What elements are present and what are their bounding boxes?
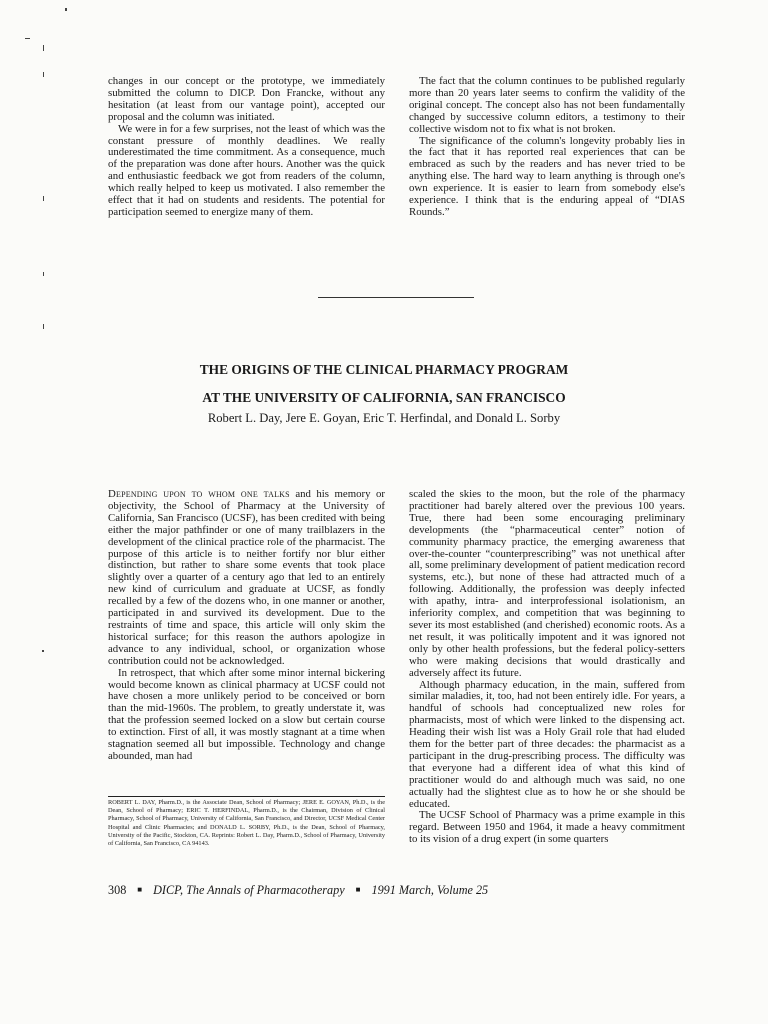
- paragraph: The fact that the column continues to be published regularly more than 20 years later seems to confirm the validity of the original concept. The concept also has not been fundamentally changed by successive column editors, a testimony to their collective wisdom not to fix what is not broken.: [409, 75, 685, 135]
- page-number: 308: [108, 883, 127, 897]
- paragraph: In retrospect, that which after some minor internal bickering would become known as clinical pharmacy at UCSF could not have chosen a more unlikely period to be conceived or born than the mid-1960s. The problem, to greatly understate it, was that the profession seemed locked on a slow but certain course to extinction. First of all, it was mostly stagnant at a time when stagnation seemed all but impossible. Technology and change abounded, man had: [108, 666, 385, 762]
- paragraph: Although pharmacy education, in the main, suffered from similar maladies, it, too, had not been entirely idle. For years, a handful of schools had conceptualized new roles for pharmacists, most of which were linked to the dispensing act. Heading their wish list was a Holy Grail role that had eluded them for the better part of three decades: the pharmacist as a participant in the drug-prescribing process. The difficulty was that everyone had a different idea of what this kind of practitioner would do and although much was said, no one actually had the slightest clue as to how he or she should be educated.: [409, 678, 685, 810]
- scan-mark: [43, 272, 44, 276]
- bullet-separator: ■: [137, 885, 143, 894]
- article-title-line: THE ORIGINS OF THE CLINICAL PHARMACY PROGRAM: [199, 362, 569, 377]
- paragraph-text: and his memory or objectivity, the School of Pharmacy at the University of California, San Francisco (UCSF), has been credited with being either the major pathfinder or one of many trailblazers in the development of the clinical practice role of the pharmacist. The purpose of this article is to neither fortify nor blur either distinction, but rather to share some events that took place slightly over a quarter of a century ago that led to an entirely new kind of curriculum and graduate at UCSF, as fondly recalled by a few of the dozens who, in one manner or another, participated in and survived its development. Due to the restraints of time and space, this article will only skim the historical surface; for this reason the authors apologize in advance to any individual, school, or organization whose contribution could not be acknowledged.: [108, 488, 385, 667]
- paragraph: [108, 489, 385, 668]
- article-title: [0, 356, 768, 412]
- article-left-column: [108, 489, 385, 763]
- journal-name: DICP, The Annals of Pharmacotherapy: [153, 883, 345, 897]
- scan-mark: [43, 72, 44, 77]
- lead-in: Depending upon to whom one talks: [108, 488, 290, 500]
- paragraph: scaled the skies to the moon, but the role of the pharmacy practitioner had barely altered over the previous 100 years. True, there had been some encouraging preliminary developments (the “pharmaceutical center” notion of community pharmacy practice, the emerging awareness that over-the-counter “counterprescribing” was not unethical after all, some preliminary development of patient medication record systems, etc.), but none of these had attracted much of a following. Additionally, the profession was deeply infected with apathy, intra- and interprofessional isolationism, an inferiority complex, and competition that was beginning to sever its most established (and cherished) economic roots. As a net result, it was politically impotent and it was ignored not only by other health professions, but the federal policy-setters who were making decisions that would drastically and adversely affect its future.: [409, 488, 685, 679]
- previous-article-left-column: [108, 76, 385, 219]
- paragraph: The significance of the column's longevity probably lies in the fact that it has reported real experiences that can be embraced as such by the readers and has never tried to be anything else. The hard way to learn anything is through one's own experience. It is easier to learn from somebody else's experience. I think that is the enduring appeal of “DIAS Rounds.”: [409, 134, 685, 218]
- scan-mark: [25, 38, 30, 39]
- scan-mark: [43, 45, 44, 51]
- scan-mark: [65, 8, 67, 11]
- paragraph: The UCSF School of Pharmacy was a prime example in this regard. Between 1950 and 1964, it made a heavy commitment to its vision of a drug expert (in some quarters: [409, 809, 685, 846]
- author-footnote: ROBERT L. DAY, Pharm.D., is the Associate Dean, School of Pharmacy; JERE E. GOYAN, Ph.D., is the Dean, School of Pharmacy; ERIC T. HERFINDAL, Pharm.D., is the Chairman, Division of Clinical Pharmacy, School of Pharmacy, University of California, San Francisco, and Director, UCSF Medical Center Hospital and Clinic Pharmacies; and DONALD L. SORBY, Ph.D., is the Dean, School of Pharmacy, University of the Pacific, Stockton, CA. Reprints: Robert L. Day, Pharm.D., School of Pharmacy, University of California, San Francisco, CA 94143.: [108, 799, 385, 848]
- article-title-line: AT THE UNIVERSITY OF CALIFORNIA, SAN FRANCISCO: [202, 390, 566, 405]
- page-footer: [108, 883, 668, 898]
- bullet-separator: ■: [355, 885, 361, 894]
- scan-mark: [42, 650, 44, 652]
- paragraph: We were in for a few surprises, not the least of which was the constant pressure of monthly deadlines. We really underestimated the time commitment. As a consequence, much of the preparation was done after hours. Another was the quick and enthusiastic feedback we got from readers of the column, which really helped to keep us motivated. I also remember the effect that it had on students and residents. The potential for participation seemed to energize many of them.: [108, 122, 385, 218]
- article-right-column: [409, 489, 685, 846]
- previous-article-right-column: [409, 76, 685, 219]
- scan-mark: [43, 324, 44, 329]
- footnote-divider: [108, 796, 385, 797]
- scan-mark: [43, 196, 44, 201]
- article-authors: Robert L. Day, Jere E. Goyan, Eric T. Herfindal, and Donald L. Sorby: [207, 411, 561, 425]
- issue-date: 1991 March, Volume 25: [371, 883, 489, 897]
- section-divider: [318, 297, 474, 298]
- paragraph: changes in our concept or the prototype, we immediately submitted the column to DICP. Don Francke, without any hesitation (at least from our vantage point), accepted our proposal and the column was initiated.: [108, 75, 385, 123]
